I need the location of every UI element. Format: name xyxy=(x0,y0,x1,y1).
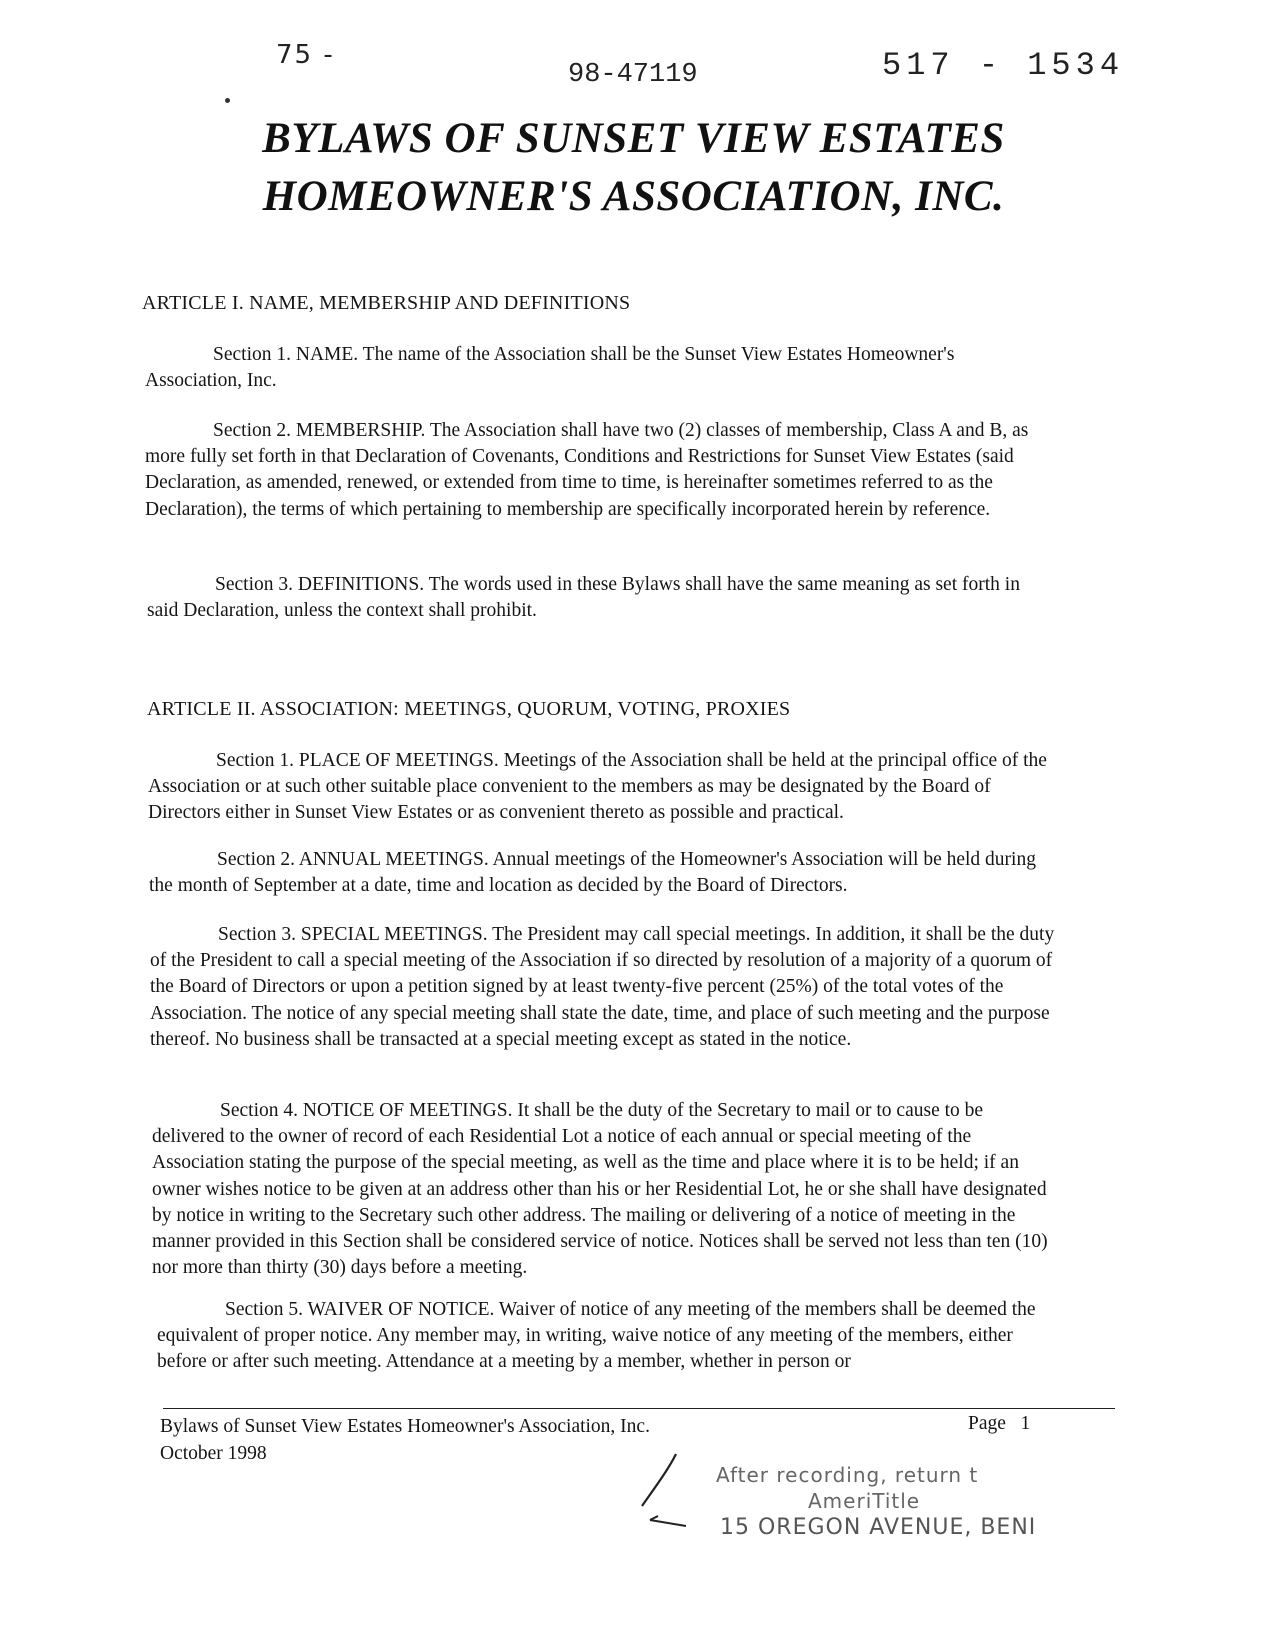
section-text: Section 2. ANNUAL MEETINGS. Annual meetings of the Homeowner's Association will be held during the month of September at a date, time and location as decided by the Board of Directors. xyxy=(149,849,1036,897)
stamp-line-2: AmeriTitle xyxy=(808,1489,921,1513)
document-title-line-1: BYLAWS OF SUNSET VIEW ESTATES xyxy=(262,115,1005,162)
page-label-text: Page xyxy=(968,1413,1006,1434)
article-heading: ARTICLE II. ASSOCIATION: MEETINGS, QUORUM, VOTING, PROXIES xyxy=(147,698,791,720)
article-1-section-3 xyxy=(147,572,1047,624)
footer-date: October 1998 xyxy=(160,1443,267,1464)
article-1-section-2 xyxy=(145,418,1045,523)
article-2-section-2 xyxy=(149,847,1054,899)
section-text: Section 1. NAME. The name of the Association shall be the Sunset View Estates Homeowner's Association, Inc. xyxy=(145,344,955,392)
article-heading: ARTICLE I. NAME, MEMBERSHIP AND DEFINITIONS xyxy=(142,292,631,314)
section-text: Section 1. PLACE OF MEETINGS. Meetings of the Association shall be held at the principal office of the Association or at such other suitable place convenient to the members as may be designated by the Board of Directors either in Sunset View Estates or as convenient thereto as possible and practical. xyxy=(148,750,1047,824)
footer-rule xyxy=(163,1408,1115,1409)
article-2-section-3 xyxy=(150,922,1055,1053)
article-1-section-1 xyxy=(145,342,1045,394)
section-text: Section 3. DEFINITIONS. The words used in these Bylaws shall have the same meaning as set forth in said Declaration, unless the context shall prohibit. xyxy=(147,574,1020,622)
document-title-line-2: HOMEOWNER'S ASSOCIATION, INC. xyxy=(262,173,1005,220)
handwritten-mark xyxy=(628,1450,698,1530)
page-number: 1 xyxy=(1020,1413,1031,1434)
section-text: Section 4. NOTICE OF MEETINGS. It shall be the duty of the Secretary to mail or to cause to be delivered to the owner of record of each Residential Lot a notice of each annual or special meeting of the Association stating the purpose of the special meeting, as well as the time and place where it is to be held; if an owner wishes notice to be given at an address other than his or her Residential Lot, he or she shall have designated by notice in writing to the Secretary such other address. The mailing or delivering of a notice of meeting in the manner provided in this Section shall be considered service of notice. Notices shall be served not less than ten (10) nor more than thirty (30) days before a meeting. xyxy=(152,1100,1048,1279)
section-text: Section 2. MEMBERSHIP. The Association shall have two (2) classes of membership, Class A and B, as more fully set forth in that Declaration of Covenants, Conditions and Restrictions for Sunset View Estates (said Declaration, as amended, renewed, or extended from time to time, is hereinafter sometimes referred to as the Declaration), the terms of which pertaining to membership are specifically incorporated herein by reference. xyxy=(145,420,1029,520)
section-text: Section 5. WAIVER OF NOTICE. Waiver of notice of any meeting of the members shall be deemed the equivalent of proper notice. Any member may, in writing, waive notice of any meeting of the members, either before or after such meeting. Attendance at a meeting by a member, whether in person or xyxy=(157,1299,1036,1373)
article-2-section-5 xyxy=(157,1297,1062,1376)
arrow-stroke xyxy=(650,1516,686,1526)
stamp-line-3: 15 OREGON AVENUE, BENI xyxy=(720,1515,1037,1540)
handwritten-note: 75 - xyxy=(276,40,335,70)
section-text: Section 3. SPECIAL MEETINGS. The President may call special meetings. In addition, it shall be the duty of the President to call a special meeting of the Association if so directed by resolution of a majority of a quorum of the Board of Directors or upon a petition signed by at least twenty-five percent (25%) of the total votes of the Association. The notice of any special meeting shall state the date, time, and place of such meeting and the purpose thereof. No business shall be transacted at a special meeting except as stated in the notice. xyxy=(150,924,1055,1050)
book-page-number: 517 - 1534 xyxy=(882,47,1125,84)
footer-document-title: Bylaws of Sunset View Estates Homeowner's Association, Inc. xyxy=(160,1416,650,1437)
recording-number: 98-47119 xyxy=(568,60,698,90)
article-2-section-4 xyxy=(152,1098,1057,1281)
article-2-section-1 xyxy=(148,748,1053,827)
page-label xyxy=(968,1413,1030,1435)
slash-stroke xyxy=(642,1454,676,1506)
stamp-line-1: After recording, return t xyxy=(716,1463,979,1487)
scan-speck xyxy=(225,98,230,103)
